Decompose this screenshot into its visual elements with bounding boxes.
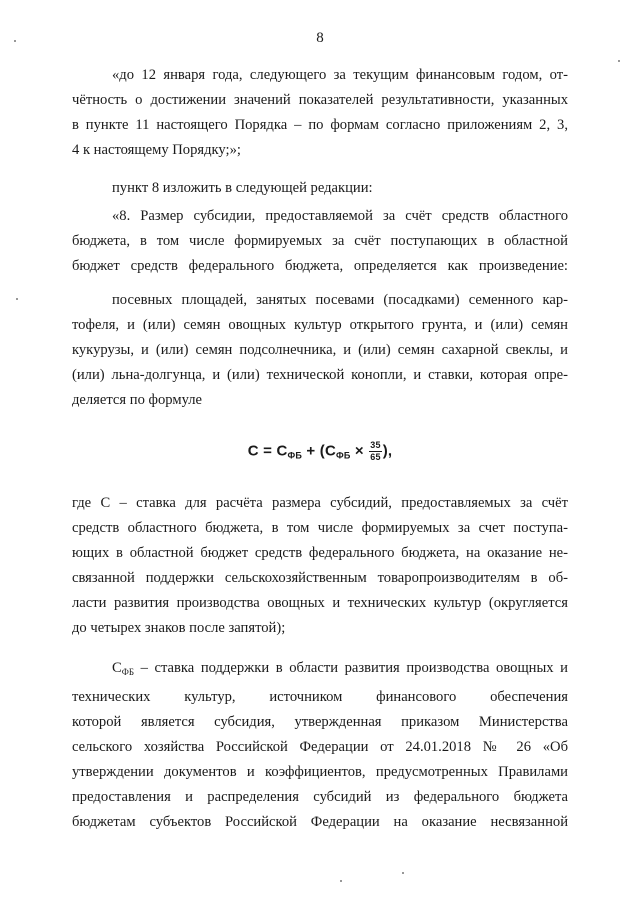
text-line: 4 к настоящему Порядку;»; — [72, 142, 241, 158]
page-number: 8 — [316, 30, 324, 46]
symbol-c: С — [112, 660, 122, 676]
rate-formula — [0, 440, 640, 463]
paragraph-rate-definition — [72, 491, 568, 616]
text-line: где С – ставка для расчёта размера субсидий, предоставляемых за счёт — [72, 495, 568, 511]
text-line: бюджет средств федерального бюджета, определяется как произведение: — [72, 258, 568, 274]
text-line: средств областного бюджета, в том числе формируемых за счет поступа- — [72, 520, 568, 536]
fraction-denominator: 65 — [370, 452, 381, 462]
formula-times: × — [350, 442, 369, 460]
paragraph-reporting-deadline — [72, 63, 568, 138]
formula-subscript: ФБ — [287, 450, 303, 461]
paragraph-rate-definition-end — [72, 616, 568, 641]
text-line: (или) льна-долгунца, и (или) технической конопли, и ставки, которая опре- — [72, 367, 568, 383]
text-line: посевных площадей, занятых посевами (посадками) семенного кар- — [112, 292, 568, 308]
formula-lhs: С = С — [247, 442, 288, 460]
text-line: пункт 8 изложить в следующей редакции: — [112, 180, 373, 196]
text-line: «8. Размер субсидии, предоставляемой за счёт средств областного — [112, 208, 568, 224]
scan-speck — [618, 60, 620, 62]
text-line: которой является субсидия, утвержденная приказом Министерства — [72, 714, 568, 730]
text-line: чётность о достижении значений показателей результативности, указанных — [72, 92, 568, 108]
paragraph-sown-areas-end — [72, 388, 568, 413]
text-line: деляется по формуле — [72, 392, 203, 408]
scan-speck — [402, 872, 404, 874]
text-line: в пункте 11 настоящего Порядка – по формам согласно приложениям 2, 3, — [72, 117, 568, 133]
scan-speck — [16, 298, 18, 300]
text-line: утверждении документов и коэффициентов, предусмотренных Правилами — [72, 764, 568, 780]
line-text: – ставка поддержки в области развития производства овощных и — [134, 660, 568, 676]
symbol-subscript: ФБ — [121, 667, 135, 677]
paragraph-point-8-intro — [72, 176, 568, 201]
scan-speck — [14, 40, 16, 42]
formula-plus: + (С — [302, 442, 336, 460]
formula-subscript: ФБ — [336, 450, 351, 461]
paragraph-sown-areas — [72, 288, 568, 388]
scan-speck — [340, 880, 342, 882]
text-line: сельского хозяйства Российской Федерации от 24.01.2018 № 26 «Об — [72, 739, 568, 755]
paragraph-reporting-deadline-end — [72, 138, 568, 163]
fraction-numerator: 35 — [370, 440, 381, 450]
text-line: «до 12 января года, следующего за текущим финансовым годом, от- — [112, 67, 568, 83]
text-line: ющих в областной бюджет средств федерального бюджета, на оказание не- — [72, 545, 568, 561]
text-line: предоставления и распределения субсидий из федерального бюджета — [72, 789, 568, 805]
text-line: бюджетам субъектов Российской Федерации на оказание несвязанной — [72, 814, 568, 830]
formula-end: ), — [382, 442, 393, 460]
text-line: технических культур, источником финансового обеспечения — [72, 689, 568, 705]
text-line: тофеля, и (или) семян овощных культур открытого грунта, и (или) семян — [72, 317, 568, 333]
text-line — [72, 656, 568, 685]
paragraph-federal-rate — [72, 656, 568, 835]
text-line: бюджета, в том числе формируемых за счёт поступающих в областной — [72, 233, 568, 249]
text-line: связанной поддержки сельскохозяйственным товаропроизводителям в об- — [72, 570, 568, 586]
formula-fraction — [369, 440, 381, 463]
paragraph-subsidy-size — [72, 204, 568, 279]
text-line: до четырех знаков после запятой); — [72, 620, 286, 636]
text-line: кукурузы, и (или) семян подсолнечника, и (или) семян сахарной свеклы, и — [72, 342, 568, 358]
text-line: ласти развития производства овощных и технических культур (округляется — [72, 595, 568, 611]
